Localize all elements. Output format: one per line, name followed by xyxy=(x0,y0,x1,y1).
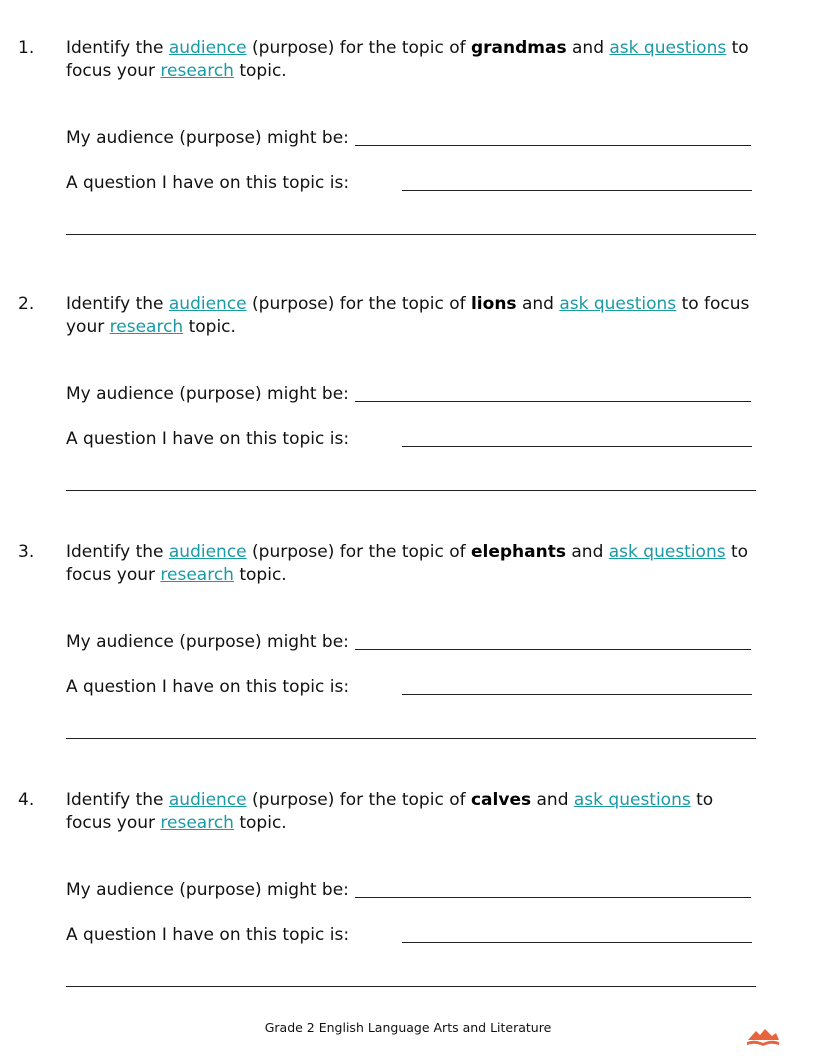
page-footer: Grade 2 English Language Arts and Literature xyxy=(264,1020,552,1035)
question-answer-line-2[interactable] xyxy=(66,490,756,491)
research-link[interactable]: research xyxy=(160,813,234,833)
question-label: A question I have on this topic is: xyxy=(66,173,350,193)
audience-link[interactable]: audience xyxy=(168,38,247,58)
item-number: 3. xyxy=(18,542,35,562)
audience-answer-line[interactable] xyxy=(355,401,751,402)
audience-label: My audience (purpose) might be: xyxy=(66,128,349,148)
ask-questions-link[interactable]: ask questions xyxy=(609,38,727,58)
audience-answer-line[interactable] xyxy=(355,145,751,146)
audience-link[interactable]: audience xyxy=(168,542,247,562)
item-number: 2. xyxy=(18,294,35,314)
item-number: 4. xyxy=(18,790,35,810)
question-answer-line[interactable] xyxy=(402,190,752,191)
item-prompt: Identify the audience (purpose) for the topic of grandmas and ask questions to focus your research topic. xyxy=(66,38,749,81)
research-link[interactable]: research xyxy=(109,317,184,337)
item-prompt: Identify the audience (purpose) for the topic of elephants and ask questions to focus your research topic. xyxy=(66,542,749,585)
book-mountain-logo-icon xyxy=(746,1026,780,1048)
audience-answer-line[interactable] xyxy=(355,897,751,898)
question-label: A question I have on this topic is: xyxy=(66,429,350,449)
topic-word: grandmas xyxy=(470,38,567,58)
ask-questions-link[interactable]: ask questions xyxy=(559,294,677,314)
question-answer-line[interactable] xyxy=(402,446,752,447)
audience-answer-line[interactable] xyxy=(355,649,751,650)
audience-label: My audience (purpose) might be: xyxy=(66,384,349,404)
ask-questions-link[interactable]: ask questions xyxy=(573,790,691,810)
question-answer-line[interactable] xyxy=(402,942,752,943)
research-link[interactable]: research xyxy=(160,61,234,81)
audience-label: My audience (purpose) might be: xyxy=(66,880,349,900)
audience-link[interactable]: audience xyxy=(168,790,247,810)
item-prompt: Identify the audience (purpose) for the topic of lions and ask questions to focus your research topic. xyxy=(66,294,750,337)
question-answer-line-2[interactable] xyxy=(66,234,756,235)
topic-word: lions xyxy=(470,294,517,314)
question-label: A question I have on this topic is: xyxy=(66,925,350,945)
item-prompt: Identify the audience (purpose) for the topic of calves and ask questions to focus your research topic. xyxy=(66,790,714,833)
item-number: 1. xyxy=(18,38,35,58)
question-label: A question I have on this topic is: xyxy=(66,677,350,697)
question-answer-line[interactable] xyxy=(402,694,752,695)
research-link[interactable]: research xyxy=(160,565,234,585)
question-answer-line-2[interactable] xyxy=(66,738,756,739)
topic-word: elephants xyxy=(470,542,566,562)
question-answer-line-2[interactable] xyxy=(66,986,756,987)
ask-questions-link[interactable]: ask questions xyxy=(608,542,726,562)
topic-word: calves xyxy=(470,790,532,810)
audience-label: My audience (purpose) might be: xyxy=(66,632,349,652)
audience-link[interactable]: audience xyxy=(168,294,247,314)
